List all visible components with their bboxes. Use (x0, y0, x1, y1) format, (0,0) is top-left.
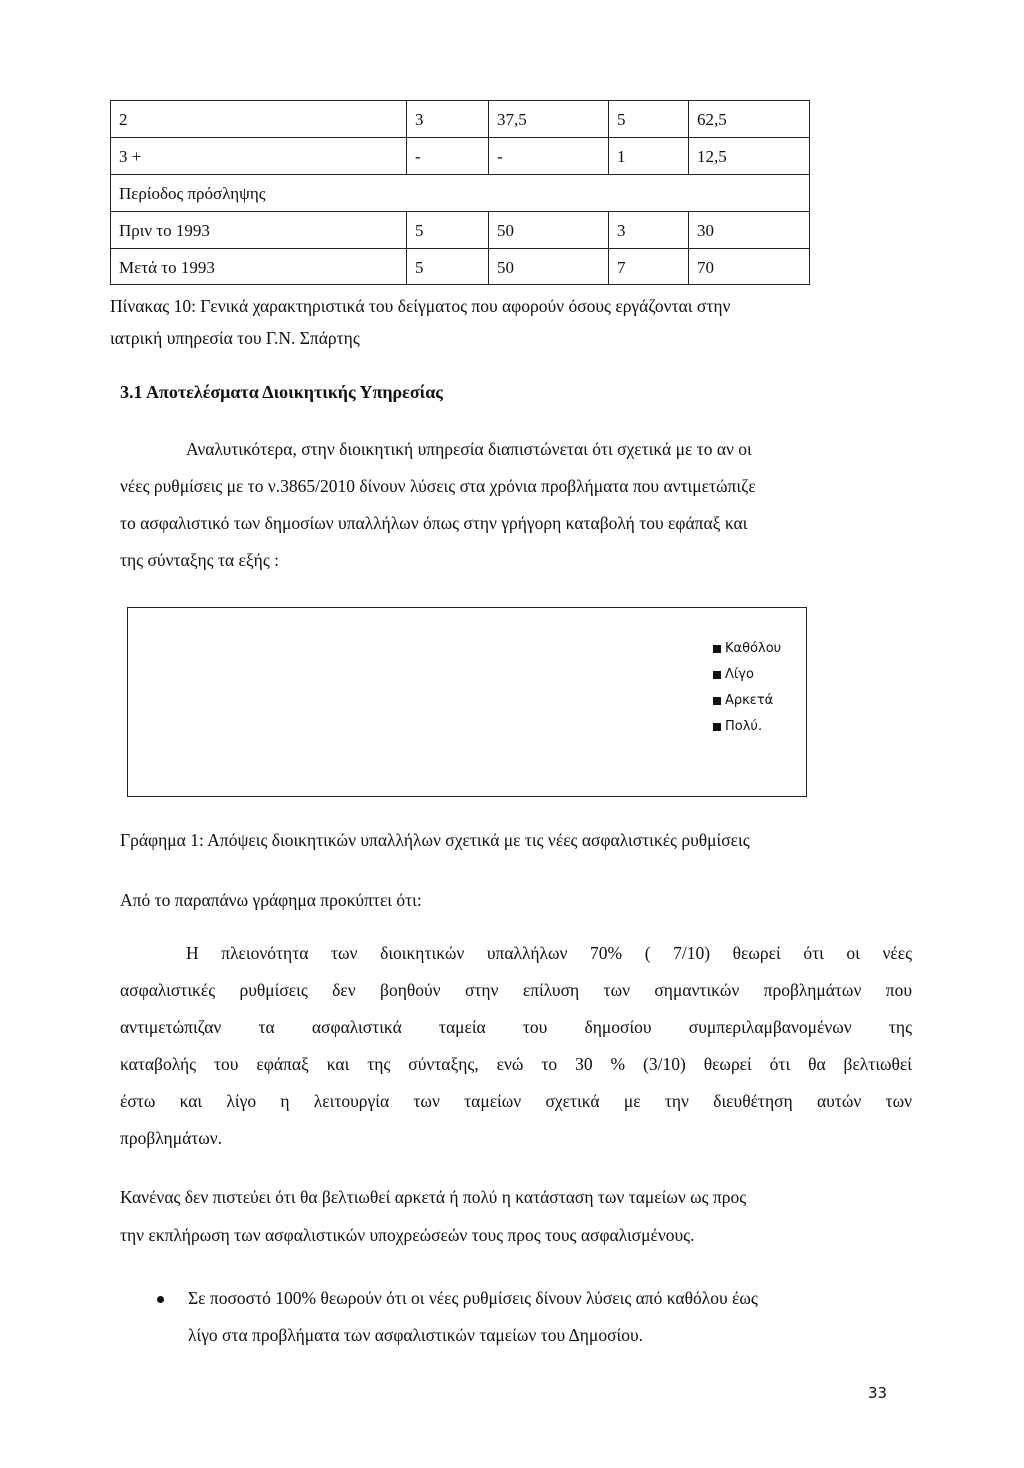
paragraph-line: λίγο στα προβλήματα των ασφαλιστικών ταμείων του Δημοσίου. (188, 1325, 643, 1345)
paragraph-line: νέες ρυθμίσεις με το ν.3865/2010 δίνουν λύσεις στα χρόνια προβλήματα που αντιμετώπιζε (120, 476, 756, 496)
table-cell: 37,5 (488, 100, 608, 137)
intro-paragraph (120, 431, 910, 579)
paragraph-line: έστω και λίγο η λειτουργία των ταμείων σχετικά με την διευθέτηση αυτών των (120, 1091, 912, 1111)
bullet-dot-icon (157, 1296, 164, 1303)
legend-item (713, 688, 781, 714)
section-heading: 3.1 Αποτελέσματα Διοικητικής Υπηρεσίας (120, 382, 443, 402)
legend-label: Καθόλου (725, 641, 782, 656)
legend-swatch (713, 723, 721, 731)
lead-in-text: Από το παραπάνω γράφημα προκύπτει ότι: (120, 890, 422, 910)
legend-label: Αρκετά (725, 693, 774, 708)
paragraph-line: της σύνταξης τα εξής : (120, 550, 280, 570)
paragraph-line: αντιμετώπιζαν τα ασφαλιστικά ταμεία του δημοσίου συμπεριλαμβανομένων της (120, 1017, 912, 1037)
table-cell: 12,5 (688, 137, 810, 174)
legend-swatch (713, 671, 721, 679)
paragraph-line: Αναλυτικότερα, στην διοικητική υπηρεσία διαπιστώνεται ότι σχετικά με το αν οι (186, 439, 752, 459)
table-cell: - (488, 137, 608, 174)
table-cell: 5 (608, 100, 688, 137)
data-table (110, 100, 810, 285)
table-cell: 5 (406, 248, 488, 285)
chart-caption: Γράφημα 1: Απόψεις διοικητικών υπαλλήλων σχετικά με τις νέες ασφαλιστικές ρυθμίσεις (120, 830, 750, 850)
table-row (110, 174, 810, 211)
legend-item (713, 662, 781, 688)
paragraph-line: Η πλειονότητα των διοικητικών υπαλλήλων 70% ( 7/10) θεωρεί ότι οι νέες (186, 943, 912, 963)
legend-swatch (713, 697, 721, 705)
paragraph-line: ασφαλιστικές ρυθμίσεις δεν βοηθούν στην επίλυση των σημαντικών προβλημάτων που (120, 980, 912, 1000)
table-caption-line: Πίνακας 10: Γενικά χαρακτηριστικά του δείγματος που αφορούν όσους εργάζονται στην (110, 296, 731, 316)
table-cell: 3 (608, 211, 688, 248)
table-row (110, 248, 810, 285)
table-cell: 3 (406, 100, 488, 137)
paragraph-line: προβλημάτων. (120, 1128, 223, 1148)
table-cell: 50 (488, 211, 608, 248)
table-cell: 3 + (110, 137, 406, 174)
legend-swatch (713, 645, 721, 653)
table-cell: 2 (110, 100, 406, 137)
page-number: 33 (868, 1384, 888, 1402)
table-cell: Μετά το 1993 (110, 248, 406, 285)
table-section-header: Περίοδος πρόσληψης (110, 174, 810, 211)
legend-label: Λίγο (725, 667, 754, 682)
paragraph-line: το ασφαλιστικό των δημοσίων υπαλλήλων όπως στην γρήγορη καταβολή του εφάπαξ και (120, 513, 748, 533)
table-cell: 7 (608, 248, 688, 285)
none-paragraph (120, 1178, 912, 1254)
table-caption (110, 292, 730, 352)
table-cell: 50 (488, 248, 608, 285)
legend-item (713, 714, 781, 740)
table-cell: 70 (688, 248, 810, 285)
paragraph-line: την εκπλήρωση των ασφαλιστικών υποχρεώσεών τους προς τους ασφαλισμένους. (120, 1225, 695, 1245)
pie-plot-area (128, 608, 688, 796)
table-row (110, 137, 810, 174)
table-row (110, 100, 810, 137)
chart-legend (713, 636, 781, 740)
table-cell: 5 (406, 211, 488, 248)
table-row (110, 211, 810, 248)
table-cell: Πριν το 1993 (110, 211, 406, 248)
bullet-item (188, 1280, 912, 1354)
table-cell: - (406, 137, 488, 174)
paragraph-line: Κανένας δεν πιστεύει ότι θα βελτιωθεί αρκετά ή πολύ η κατάσταση των ταμείων ως προς (120, 1187, 747, 1207)
table-cell: 62,5 (688, 100, 810, 137)
legend-label: Πολύ. (725, 719, 763, 734)
table-caption-line: ιατρική υπηρεσία του Γ.Ν. Σπάρτης (110, 328, 360, 348)
finding-paragraph (120, 935, 912, 1157)
paragraph-line: Σε ποσοστό 100% θεωρούν ότι οι νέες ρυθμίσεις δίνουν λύσεις από καθόλου έως (188, 1288, 758, 1308)
table-cell: 1 (608, 137, 688, 174)
paragraph-line: καταβολής του εφάπαξ και της σύνταξης, ενώ το 30 % (3/10) θεωρεί ότι θα βελτιωθεί (120, 1054, 912, 1074)
legend-item (713, 636, 781, 662)
table-cell: 30 (688, 211, 810, 248)
pie-chart (127, 607, 807, 797)
